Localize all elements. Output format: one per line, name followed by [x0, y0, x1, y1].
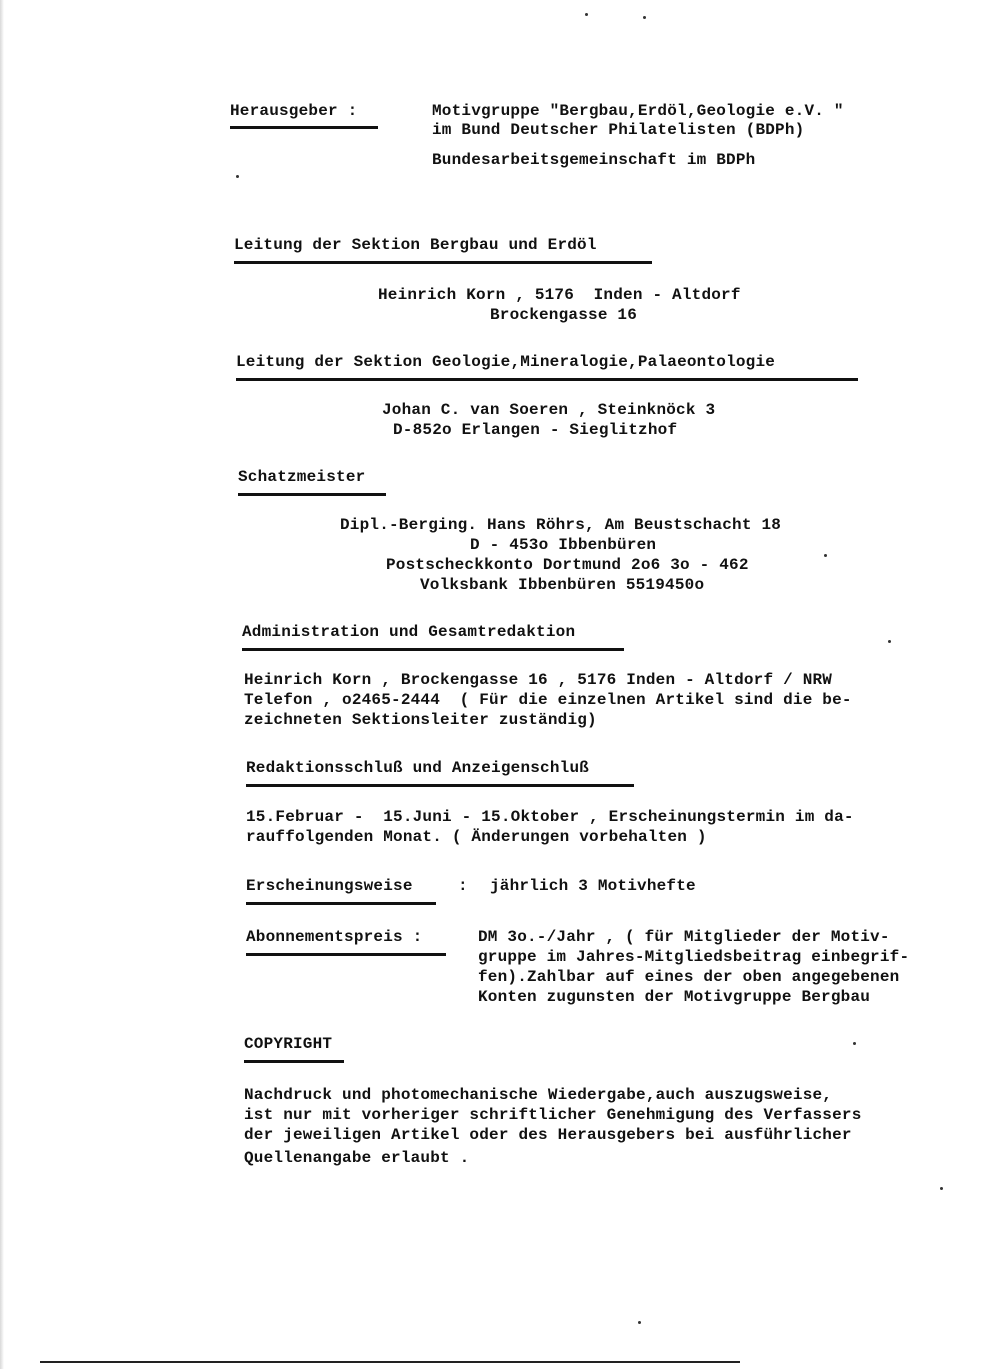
- schatzmeister-underline: [238, 493, 386, 496]
- copyright-heading: COPYRIGHT: [244, 1035, 333, 1053]
- sektion-geologie-underline: [236, 378, 858, 381]
- erscheinungsweise-label: Erscheinungsweise: [246, 877, 413, 895]
- herausgeber-underline: [230, 126, 378, 129]
- page-edge-shadow: [0, 0, 4, 1369]
- abonnement-line-1: DM 3o.-/Jahr , ( für Mitglieder der Motiv-: [478, 928, 890, 946]
- abonnement-label: Abonnementspreis :: [246, 928, 423, 946]
- sektion-geologie-address-1: Johan C. van Soeren , Steinknöck 3: [382, 401, 716, 419]
- redaktionsschluss-underline: [246, 784, 634, 787]
- herausgeber-line-2: im Bund Deutscher Philatelisten (BDPh): [432, 121, 805, 139]
- administration-line-2: Telefon , o2465-2444 ( Für die einzelnen Artikel sind die be-: [244, 691, 852, 709]
- sektion-geologie-address-2: D-852o Erlangen - Sieglitzhof: [393, 421, 678, 439]
- scan-speck: [888, 640, 891, 643]
- copyright-line-3: der jeweiligen Artikel oder des Herausgebers bei ausführlicher: [244, 1126, 852, 1144]
- schatzmeister-line-2: D - 453o Ibbenbüren: [470, 536, 657, 554]
- herausgeber-line-1: Motivgruppe "Bergbau,Erdöl,Geologie e.V. ": [432, 102, 844, 120]
- schatzmeister-line-1: Dipl.-Berging. Hans Röhrs, Am Beustschacht 18: [340, 516, 782, 534]
- erscheinungsweise-underline: [246, 902, 436, 905]
- erscheinungsweise-value: jährlich 3 Motivhefte: [490, 877, 696, 895]
- sektion-bergbau-address-2: Brockengasse 16: [490, 306, 638, 324]
- scan-speck: [585, 13, 588, 16]
- scan-speck: [236, 175, 239, 178]
- herausgeber-label: Herausgeber :: [230, 102, 358, 120]
- abonnement-line-4: Konten zugunsten der Motivgruppe Bergbau: [478, 988, 871, 1006]
- copyright-underline: [244, 1060, 344, 1063]
- schatzmeister-line-4: Volksbank Ibbenbüren 5519450o: [420, 576, 705, 594]
- scan-speck: [638, 1321, 641, 1324]
- copyright-line-4: Quellenangabe erlaubt .: [244, 1149, 470, 1167]
- administration-heading: Administration und Gesamtredaktion: [242, 623, 576, 641]
- page-bottom-edge: [40, 1361, 740, 1363]
- scan-speck: [940, 1187, 943, 1190]
- schatzmeister-line-3: Postscheckkonto Dortmund 2o6 3o - 462: [386, 556, 749, 574]
- abonnement-line-3: fen).Zahlbar auf eines der oben angegebenen: [478, 968, 900, 986]
- sektion-bergbau-underline: [234, 261, 652, 264]
- erscheinungsweise-separator: :: [458, 877, 468, 895]
- scan-speck: [824, 554, 827, 557]
- administration-line-1: Heinrich Korn , Brockengasse 16 , 5176 Inden - Altdorf / NRW: [244, 671, 833, 689]
- abonnement-line-2: gruppe im Jahres-Mitgliedsbeitrag einbegrif-: [478, 948, 910, 966]
- scan-speck: [643, 16, 646, 19]
- copyright-line-2: ist nur mit vorheriger schriftlicher Genehmigung des Verfassers: [244, 1106, 862, 1124]
- sektion-bergbau-address-1: Heinrich Korn , 5176 Inden - Altdorf: [378, 286, 741, 304]
- administration-line-3: zeichneten Sektionsleiter zuständig): [244, 711, 597, 729]
- redaktionsschluss-heading: Redaktionsschluß und Anzeigenschluß: [246, 759, 590, 777]
- sektion-bergbau-heading: Leitung der Sektion Bergbau und Erdöl: [234, 236, 597, 254]
- redaktionsschluss-line-1: 15.Februar - 15.Juni - 15.Oktober , Erscheinungstermin im da-: [246, 808, 854, 826]
- administration-underline: [242, 648, 624, 651]
- redaktionsschluss-line-2: rauffolgenden Monat. ( Änderungen vorbehalten ): [246, 828, 707, 846]
- abonnement-underline: [246, 953, 446, 956]
- schatzmeister-heading: Schatzmeister: [238, 468, 366, 486]
- sektion-geologie-heading: Leitung der Sektion Geologie,Mineralogie,Palaeontologie: [236, 353, 776, 371]
- herausgeber-line-3: Bundesarbeitsgemeinschaft im BDPh: [432, 151, 756, 169]
- copyright-line-1: Nachdruck und photomechanische Wiedergabe,auch auszugsweise,: [244, 1086, 833, 1104]
- scan-speck: [853, 1042, 856, 1045]
